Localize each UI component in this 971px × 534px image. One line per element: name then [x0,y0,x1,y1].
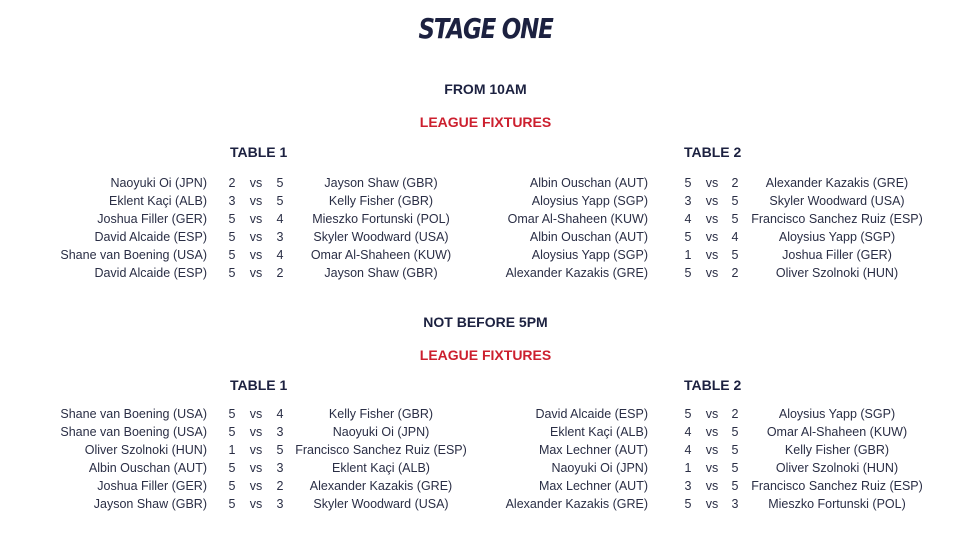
fixture-row [0,495,971,513]
home-player: Max Lechner (AUT) [538,443,648,457]
away-score: 4 [276,407,284,421]
home-score: 5 [228,212,236,226]
home-score: 1 [228,443,236,457]
vs-label: vs [249,266,263,280]
home-player: Aloysius Yapp (SGP) [531,248,648,262]
home-player: Albin Ouschan (AUT) [529,230,648,244]
home-player: Jayson Shaw (GBR) [93,497,207,511]
away-score: 3 [276,497,284,511]
home-player: Eklent Kaçi (ALB) [109,194,207,208]
vs-label: vs [249,497,263,511]
away-score: 4 [731,230,739,244]
vs-label: vs [249,479,263,493]
fixture-list [0,174,971,282]
away-player: Eklent Kaçi (ALB) [332,461,430,475]
fixture-row [0,477,971,495]
home-player: Alexander Kazakis (GRE) [505,497,648,511]
vs-label: vs [249,407,263,421]
away-player: Naoyuki Oi (JPN) [332,425,430,439]
away-player: Mieszko Fortunski (POL) [312,212,450,226]
away-score: 5 [731,461,739,475]
away-player: Francisco Sanchez Ruiz (ESP) [751,212,923,226]
vs-label: vs [705,461,719,475]
table-heading: TABLE 2 [684,377,742,393]
vs-label: vs [705,248,719,262]
home-score: 5 [684,230,692,244]
home-score: 4 [684,443,692,457]
away-player: Francisco Sanchez Ruiz (ESP) [751,479,923,493]
vs-label: vs [249,425,263,439]
away-score: 2 [276,266,284,280]
home-player: Eklent Kaçi (ALB) [550,425,648,439]
away-score: 3 [731,497,739,511]
away-player: Francisco Sanchez Ruiz (ESP) [295,443,467,457]
home-score: 5 [228,230,236,244]
away-player: Aloysius Yapp (SGP) [778,230,896,244]
away-score: 5 [731,479,739,493]
home-player: Alexander Kazakis (GRE) [505,266,648,280]
home-score: 5 [228,425,236,439]
away-score: 5 [276,194,284,208]
vs-label: vs [705,479,719,493]
home-score: 1 [684,248,692,262]
away-player: Skyler Woodward (USA) [769,194,905,208]
home-player: David Alcaide (ESP) [94,266,207,280]
home-score: 5 [228,248,236,262]
away-player: Kelly Fisher (GBR) [328,407,434,421]
away-player: Joshua Filler (GER) [782,248,892,262]
table-heading: TABLE 1 [230,377,288,393]
home-score: 5 [228,461,236,475]
home-player: Joshua Filler (GER) [97,479,207,493]
vs-label: vs [249,230,263,244]
fixture-row [0,192,971,210]
away-player: Oliver Szolnoki (HUN) [775,461,899,475]
away-score: 2 [276,479,284,493]
table-heading: TABLE 1 [230,144,288,160]
vs-label: vs [249,194,263,208]
vs-label: vs [249,212,263,226]
fixture-row [0,405,971,423]
league-heading: LEAGUE FIXTURES [419,347,552,363]
vs-label: vs [705,407,719,421]
fixture-row [0,264,971,282]
away-score: 4 [276,248,284,262]
session-time: FROM 10AM [444,81,527,97]
home-score: 5 [684,266,692,280]
home-player: Oliver Szolnoki (HUN) [84,443,207,457]
vs-label: vs [705,266,719,280]
home-score: 3 [684,479,692,493]
away-player: Jayson Shaw (GBR) [324,266,438,280]
home-player: Omar Al-Shaheen (KUW) [507,212,648,226]
home-score: 1 [684,461,692,475]
fixture-list [0,405,971,513]
vs-label: vs [249,461,263,475]
home-player: Shane van Boening (USA) [60,425,207,439]
vs-label: vs [705,212,719,226]
vs-label: vs [249,248,263,262]
home-player: David Alcaide (ESP) [94,230,207,244]
home-score: 4 [684,425,692,439]
home-score: 5 [684,176,692,190]
fixture-row [0,441,971,459]
table-heading: TABLE 2 [684,144,742,160]
vs-label: vs [705,194,719,208]
away-player: Oliver Szolnoki (HUN) [775,266,899,280]
fixture-row [0,228,971,246]
home-score: 5 [228,479,236,493]
away-score: 3 [276,425,284,439]
league-heading: LEAGUE FIXTURES [419,114,552,130]
fixture-row [0,459,971,477]
home-score: 5 [228,266,236,280]
away-player: Alexander Kazakis (GRE) [309,479,453,493]
away-player: Skyler Woodward (USA) [313,230,449,244]
away-player: Alexander Kazakis (GRE) [765,176,909,190]
away-player: Kelly Fisher (GBR) [328,194,434,208]
home-score: 3 [228,194,236,208]
away-player: Kelly Fisher (GBR) [784,443,890,457]
fixture-row [0,423,971,441]
home-player: Albin Ouschan (AUT) [88,461,207,475]
home-player: Max Lechner (AUT) [538,479,648,493]
away-player: Aloysius Yapp (SGP) [778,407,896,421]
away-score: 3 [276,230,284,244]
vs-label: vs [705,425,719,439]
away-score: 5 [731,212,739,226]
away-player: Jayson Shaw (GBR) [324,176,438,190]
away-score: 2 [731,176,739,190]
home-score: 2 [228,176,236,190]
home-score: 5 [228,497,236,511]
home-player: David Alcaide (ESP) [535,407,648,421]
away-score: 5 [731,194,739,208]
page-title: STAGE ONE [418,12,553,45]
home-score: 5 [684,407,692,421]
vs-label: vs [705,176,719,190]
vs-label: vs [249,443,263,457]
home-player: Albin Ouschan (AUT) [529,176,648,190]
home-score: 5 [684,497,692,511]
away-score: 2 [731,407,739,421]
fixture-row [0,210,971,228]
away-player: Mieszko Fortunski (POL) [768,497,906,511]
home-score: 3 [684,194,692,208]
fixture-row [0,246,971,264]
away-player: Skyler Woodward (USA) [313,497,449,511]
away-score: 5 [731,443,739,457]
away-score: 4 [276,212,284,226]
vs-label: vs [705,443,719,457]
away-score: 5 [731,248,739,262]
vs-label: vs [249,176,263,190]
home-player: Shane van Boening (USA) [60,407,207,421]
home-player: Naoyuki Oi (JPN) [110,176,207,190]
away-score: 2 [731,266,739,280]
home-player: Joshua Filler (GER) [97,212,207,226]
away-score: 5 [276,443,284,457]
home-score: 5 [228,407,236,421]
away-score: 3 [276,461,284,475]
fixture-row [0,174,971,192]
session-time: NOT BEFORE 5PM [423,314,548,330]
home-player: Naoyuki Oi (JPN) [551,461,648,475]
away-player: Omar Al-Shaheen (KUW) [310,248,452,262]
away-score: 5 [276,176,284,190]
vs-label: vs [705,497,719,511]
home-player: Aloysius Yapp (SGP) [531,194,648,208]
away-score: 5 [731,425,739,439]
away-player: Omar Al-Shaheen (KUW) [766,425,908,439]
home-player: Shane van Boening (USA) [60,248,207,262]
home-score: 4 [684,212,692,226]
vs-label: vs [705,230,719,244]
